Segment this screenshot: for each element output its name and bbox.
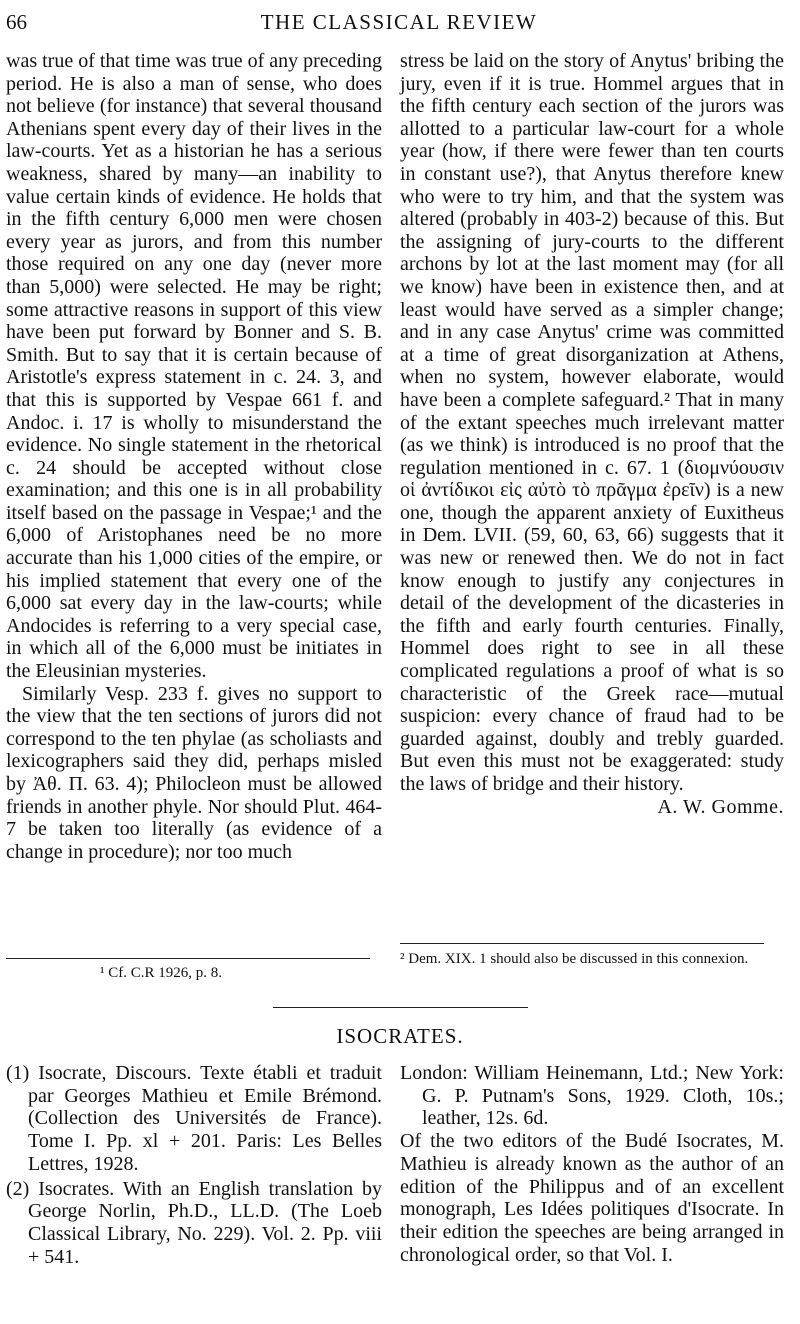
book-list [6, 1062, 382, 1270]
footnote-rule-right [400, 943, 764, 944]
book-entry-1: (1) Isocrate, Discours. Texte établi et traduit par Georges Mathieu et Emile Brémond. (Collection des Universités de France). Tome I. Pp. xl + 201. Paris: Les Belles Lettres, 1928. [6, 1062, 382, 1175]
journal-title: THE CLASSICAL REVIEW [260, 10, 538, 34]
book-entry-2: (2) Isocrates. With an English translation by George Norlin, Ph.D., LL.D. (The Loeb Classical Library, No. 229). Vol. 2. Pp. viii + 541. [6, 1177, 382, 1268]
page-number: 66 [6, 10, 27, 34]
left-paragraph-2: Similarly Vesp. 233 f. gives no support to the view that the ten sections of jurors did not correspond to the ten phylae (as scholiasts and lexicographers said they did, perhaps misled by Ἀθ. Π. 63. 4); Philocleon must be allowed friends in another phyle. Nor should Plut. 464-7 be taken too literally (as evidence of a change in procedure); nor too much [6, 682, 382, 863]
footnote-1: ¹ Cf. C.R 1926, p. 8. [100, 965, 223, 981]
section-heading: ISOCRATES. [336, 1024, 464, 1048]
right-column [400, 50, 784, 818]
footnote-rule-left [6, 958, 370, 959]
footnote-2: ² Dem. XIX. 1 should also be discussed in this connexion. [400, 951, 749, 967]
running-header [6, 10, 792, 40]
left-paragraph-1: was true of that time was true of any preceding period. He is also a man of sense, who does not believe (for instance) that several thousand Athenians spent every day of their lives in the law-courts. Yet as a historian he has a serious weakness, shared by many—an inability to value certain kinds of evidence. He holds that in the fifth century 6,000 men were chosen every year as jurors, and from this number those required on any one day (never more than 5,000) were selected. He may be right; some attractive reasons in support of this view have been put forward by Bonner and S. B. Smith. But to say that it is certain because of Aristotle's express statement in c. 24. 3, and that this is supported by Vespae 661 f. and Andoc. i. 17 is wholly to misunderstand the evidence. No single statement in the rhetorical c. 24 should be accepted without close examination; and this one is in all probability itself based on the passage in Vespae;¹ and the 6,000 of Aristophanes need be no more accurate than his 1,000 cities of the empire, or his implied statement that every one of the 6,000 sat every day in the law-courts; while Andocides is referring to a very special case, in which all of the 6,000 must be initiates in the Eleusinian mysteries. [6, 50, 382, 683]
review-column-right [400, 1062, 784, 1266]
review-opening: Of the two editors of the Budé Isocrates, M. Mathieu is already known as the author of an edition of the Philippus and of an excellent monograph, Les Idées politiques d'Isocrate. In their edition the speeches are being arranged in chronological order, so that Vol. I. [400, 1130, 784, 1266]
publisher-continuation: London: William Heinemann, Ltd.; New York: G. P. Putnam's Sons, 1929. Cloth, 10s.; leather, 12s. 6d. [400, 1062, 784, 1130]
section-divider [273, 1007, 528, 1008]
left-column [6, 50, 382, 863]
author-signature: A. W. Gomme. [657, 795, 784, 818]
right-paragraph-1 [400, 50, 784, 818]
right-paragraph-text: stress be laid on the story of Anytus' bribing the jury, even if it is true. Hommel argues that in the fifth century each section of the jurors was allotted to a particular law-court for a whole year (how, if there were fewer than ten courts in constant use?), that Anytus therefore knew who were to try him, and that the system was altered (probably in 403-2) because of this. But the assigning of jury-courts to the different archons by lot at the last moment may (for all we know) have been in existence then, and at least would have served as a simpler change; and in any case Anytus' crime was committed at a time of great disorganization at Athens, when no system, however elaborate, would have been a complete safeguard.² That in many of the extant speeches much irrelevant matter (as we think) is introduced is no proof that the regulation mentioned in c. 67. 1 (διομνύουσιν οἱ ἀντίδικοι εἰς αὐτὸ τὸ πρᾶγμα ἐρεῖν) is a new one, though the apparent anxiety of Euxitheus in Dem. LVII. (59, 60, 63, 66) suggests that it was new or renewed then. We do not in fact know enough to justify any conjectures in detail of the development of the dicasteries in the fifth and early fourth centuries. Finally, Hommel does right to see in all these complicated regulations a proof of what is so characteristic of the Greek race—mutual suspicion: every chance of fraud had to be guarded against, doubly and trebly guarded. But even this must not be exaggerated: study the laws of bridge and their history. [400, 50, 784, 795]
